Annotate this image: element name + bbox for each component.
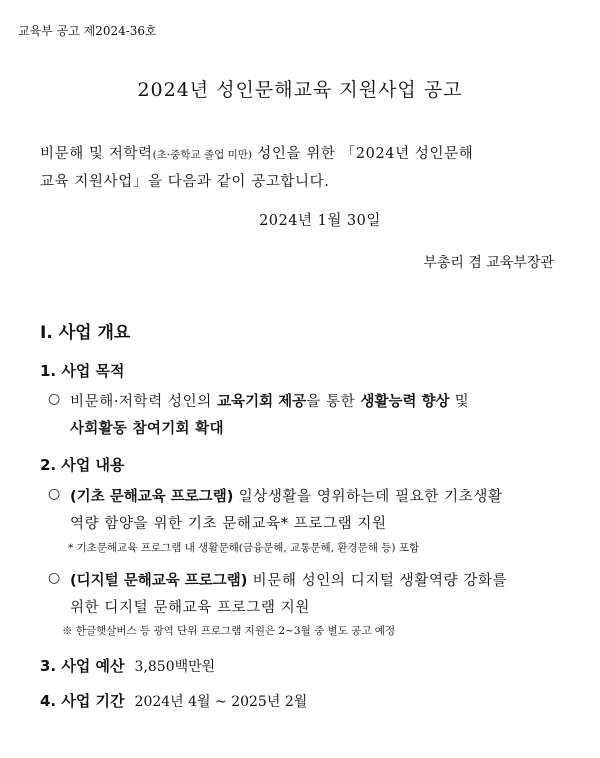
- content-item1-footnote: * 기초문해교육 프로그램 내 생활문해(금융문해, 교통문해, 환경문해 등) 포함: [68, 542, 420, 554]
- budget-heading: 3. 사업 예산: [40, 657, 125, 675]
- content-item1-line-1: [70, 485, 503, 506]
- intro-line-1: [40, 142, 473, 163]
- purpose-text-e: 및: [449, 394, 470, 410]
- intro-small-note: (초·중학교 졸업 미만): [152, 149, 253, 161]
- purpose-emphasis-1: 교육기회 제공: [217, 394, 307, 410]
- purpose-text-a: 비문해·저학력 성인의: [70, 394, 218, 410]
- document-title: 2024년 성인문해교육 지원사업 공고: [137, 79, 463, 101]
- content-item1-title: (기초 문해교육 프로그램): [70, 489, 234, 505]
- purpose-bullet-icon: ○: [48, 391, 61, 407]
- content-item2-bullet-icon: ○: [48, 570, 61, 586]
- content-item2-title: (디지털 문해교육 프로그램): [70, 573, 248, 589]
- content-item2-text: 비문해 성인의 디지털 생활역량 강화를: [247, 573, 508, 589]
- intro-line-2: 교육 지원사업」을 다음과 같이 공고합니다.: [40, 174, 330, 190]
- budget-row: [40, 655, 215, 676]
- period-value: 2024년 4월 ~ 2025년 2월: [134, 694, 308, 710]
- content-item2-footnote: ※ 한글햇살버스 등 광역 단위 프로그램 지원은 2~3월 중 별도 공고 예정: [62, 625, 396, 637]
- period-heading: 4. 사업 기간: [40, 692, 125, 710]
- content-item1-text: 일상생활을 영위하는데 필요한 기초생활: [233, 489, 503, 505]
- intro-text-b: 성인을 위한 「2024년 성인문해: [257, 146, 474, 162]
- content-item2-line-1: [70, 569, 507, 590]
- section-heading-overview: Ⅰ. 사업 개요: [40, 323, 131, 343]
- content-item2-line-2: 위한 디지털 문해교육 프로그램 지원: [70, 600, 310, 616]
- notice-number: 교육부 공고 제2024-36호: [18, 24, 157, 38]
- purpose-text-c: 을 통한: [306, 394, 361, 410]
- notice-date: 2024년 1월 30일: [259, 213, 381, 229]
- purpose-emphasis-2: 생활능력 향상: [360, 394, 450, 410]
- budget-value: 3,850백만원: [134, 659, 216, 675]
- content-heading: 2. 사업 내용: [40, 456, 125, 474]
- content-item1-line-2: 역량 함양을 위한 기초 문해교육* 프로그램 지원: [70, 516, 387, 532]
- purpose-line-1: [70, 390, 469, 411]
- period-row: [40, 690, 307, 711]
- intro-text-a: 비문해 및 저학력: [40, 146, 153, 162]
- purpose-line-2: 사회활동 참여기회 확대: [70, 421, 224, 437]
- purpose-heading: 1. 사업 목적: [40, 362, 125, 380]
- signatory: 부총리 겸 교육부장관: [423, 255, 554, 271]
- content-item1-bullet-icon: ○: [48, 486, 61, 502]
